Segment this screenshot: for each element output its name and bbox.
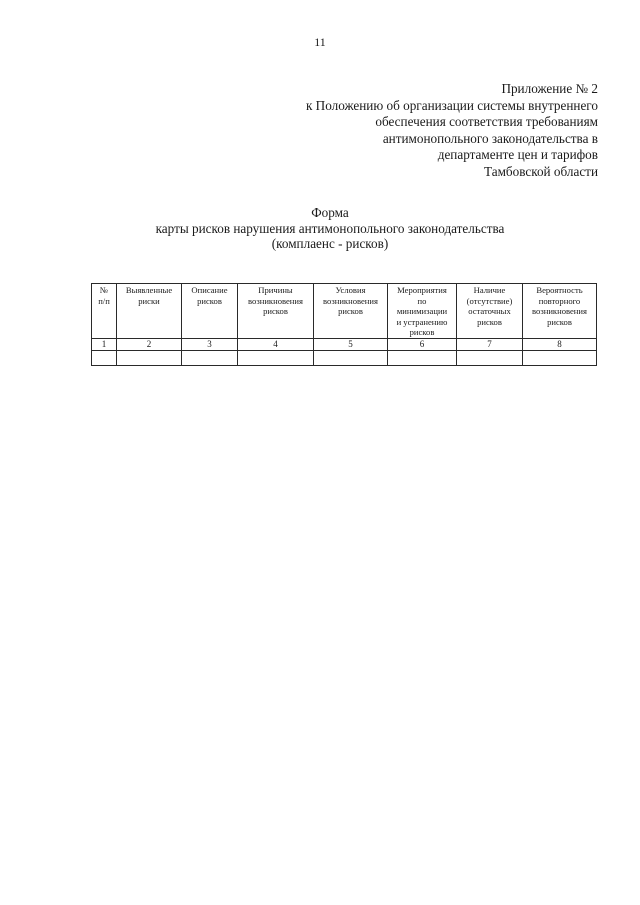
form-title: Форма xyxy=(311,205,349,220)
appendix-note xyxy=(258,81,598,181)
form-heading xyxy=(60,205,600,252)
header-line: Условия xyxy=(335,285,366,295)
header-risk-causes xyxy=(238,284,314,339)
header-line: Наличие xyxy=(473,285,506,295)
header-number xyxy=(92,284,117,339)
header-residual-risks xyxy=(457,284,523,339)
column-number: 5 xyxy=(314,338,388,350)
header-line: рисков xyxy=(409,327,435,338)
header-line: по xyxy=(417,295,427,306)
header-line: рисков xyxy=(197,295,222,306)
header-risk-conditions xyxy=(314,284,388,339)
header-line: остаточных xyxy=(468,306,511,317)
empty-cell xyxy=(238,350,314,365)
header-line: повторного xyxy=(538,295,581,306)
empty-cell xyxy=(117,350,182,365)
column-number: 4 xyxy=(238,338,314,350)
appendix-line: департаменте цен и тарифов xyxy=(437,147,598,163)
header-line: Вероятность xyxy=(536,285,583,295)
header-line: минимизации xyxy=(396,306,448,317)
header-line: Описание xyxy=(191,285,228,295)
header-recurrence-probability xyxy=(523,284,597,339)
appendix-line: Тамбовской области xyxy=(484,163,598,179)
header-line: и устранению xyxy=(396,316,448,327)
form-subtitle-note: (комплаенс - рисков) xyxy=(271,236,389,251)
header-mitigation-measures xyxy=(388,284,457,339)
empty-cell xyxy=(457,350,523,365)
header-line: п/п xyxy=(98,295,110,306)
table-header-row xyxy=(92,284,597,339)
header-line: возникновения xyxy=(323,295,378,306)
form-subtitle: карты рисков нарушения антимонопольного законодательства xyxy=(155,220,505,236)
empty-cell xyxy=(388,350,457,365)
empty-cell xyxy=(314,350,388,365)
header-line: Мероприятия xyxy=(397,285,447,295)
appendix-line: к Положению об организации системы внутреннего xyxy=(305,97,598,113)
empty-cell xyxy=(182,350,238,365)
header-line: № xyxy=(99,285,109,295)
column-number: 6 xyxy=(388,338,457,350)
column-number-row xyxy=(92,338,597,350)
header-line: рисков xyxy=(338,306,363,317)
header-line: риски xyxy=(138,295,160,306)
header-line: рисков xyxy=(263,306,288,317)
header-line: рисков xyxy=(547,316,572,327)
page-number: 11 xyxy=(314,35,326,49)
header-line: рисков xyxy=(477,316,502,327)
risk-map-table xyxy=(91,283,597,366)
appendix-line: антимонопольного законодательства в xyxy=(382,130,598,146)
column-number: 1 xyxy=(92,338,117,350)
header-line: Выявленные xyxy=(125,285,173,295)
header-line: Причины xyxy=(258,285,293,295)
appendix-line: обеспечения соответствия требованиям xyxy=(375,114,598,130)
column-number: 2 xyxy=(117,338,182,350)
header-identified-risks xyxy=(117,284,182,339)
empty-cell xyxy=(523,350,597,365)
column-number: 7 xyxy=(457,338,523,350)
header-line: возникновения xyxy=(248,295,303,306)
empty-cell xyxy=(92,350,117,365)
header-line: (отсутствие) xyxy=(466,295,513,306)
table-row xyxy=(92,350,597,365)
header-risk-description xyxy=(182,284,238,339)
column-number: 8 xyxy=(523,338,597,350)
column-number: 3 xyxy=(182,338,238,350)
header-line: возникновения xyxy=(532,306,587,317)
appendix-line: Приложение № 2 xyxy=(501,81,598,96)
